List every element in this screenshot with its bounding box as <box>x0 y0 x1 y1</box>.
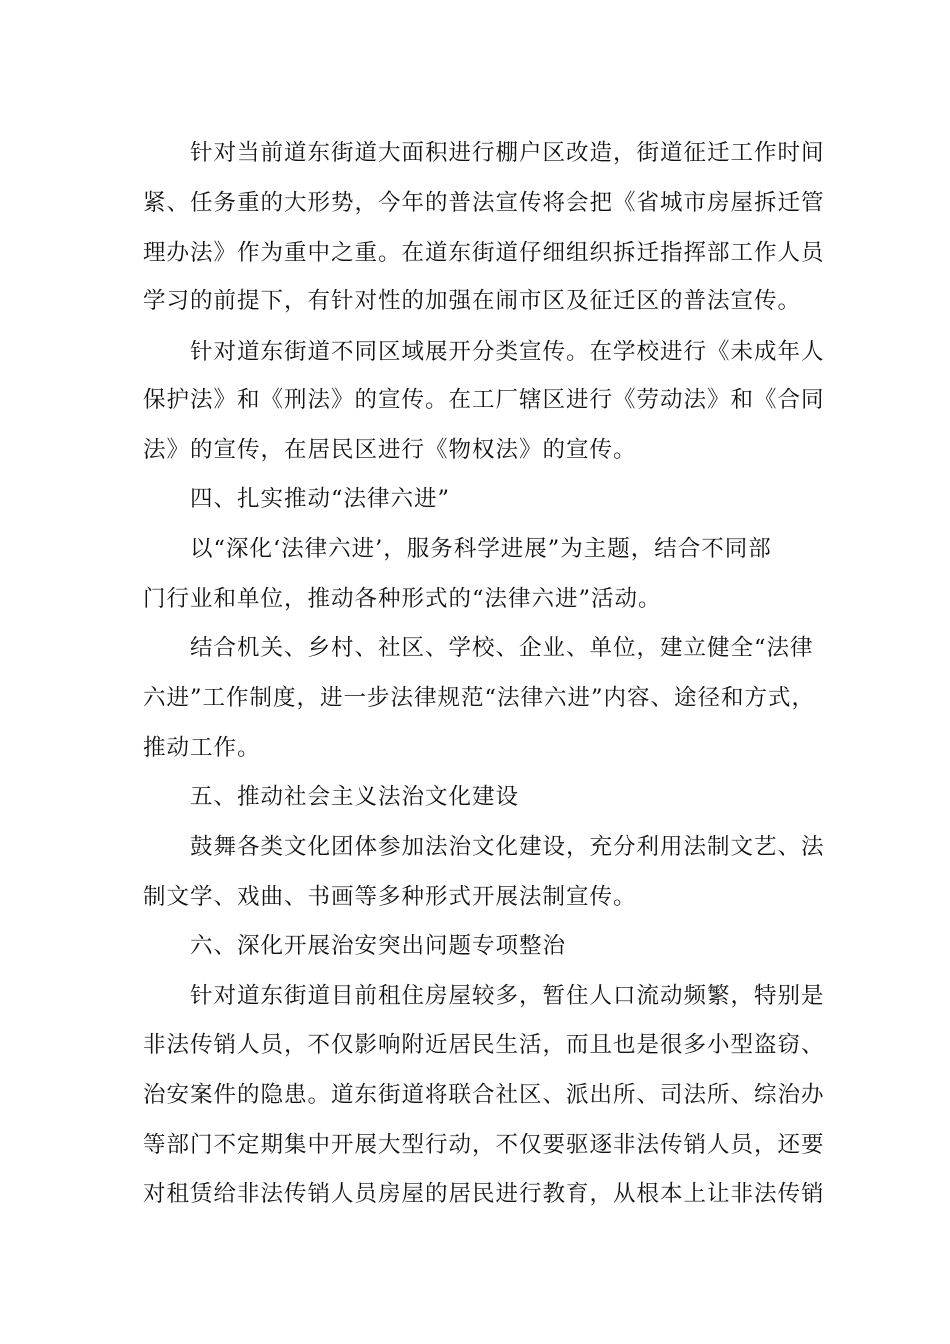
paragraph-line: 理办法》作为重中之重。在道东街道仔细组织拆迁指挥部工作人员 <box>143 240 825 266</box>
paragraph-line: 法》的宣传，在居民区进行《物权法》的宣传。 <box>143 437 637 463</box>
section-heading: 六、深化开展治安突出问题专项整治 <box>190 933 567 959</box>
paragraph-line: 针对道东街道目前租住房屋较多，暂住人口流动频繁，特别是 <box>190 983 825 1009</box>
paragraph-line: 对租赁给非法传销人员房屋的居民进行教育，从根本上让非法传销 <box>143 1181 825 1207</box>
section-heading: 五、推动社会主义法治文化建设 <box>190 784 520 810</box>
paragraph-line: 六进”工作制度，进一步法律规范“法律六进”内容、途径和方式， <box>143 685 816 711</box>
paragraph-line: 结合机关、乡村、社区、学校、企业、单位，建立健全“法律 <box>190 635 814 661</box>
paragraph-line: 推动工作。 <box>143 735 261 761</box>
paragraph-line: 紧、任务重的大形势，今年的普法宣传将会把《省城市房屋拆迁管 <box>143 190 825 216</box>
section-heading: 四、扎实推动“法律六进” <box>190 486 451 512</box>
paragraph-line: 门行业和单位，推动各种形式的“法律六进”活动。 <box>143 586 662 612</box>
paragraph-line: 以“深化‘法律六进’，服务科学进展”为主题，结合不同部 <box>190 536 772 562</box>
paragraph-line: 治安案件的隐患。道东街道将联合社区、派出所、司法所、综治办 <box>143 1082 825 1108</box>
paragraph-line: 针对道东街道不同区域展开分类宣传。在学校进行《未成年人 <box>190 339 825 365</box>
paragraph-line: 针对当前道东街道大面积进行棚户区改造，街道征迁工作时间 <box>190 140 825 166</box>
paragraph-line: 制文学、戏曲、书画等多种形式开展法制宣传。 <box>143 884 637 910</box>
paragraph-line: 学习的前提下，有针对性的加强在闹市区及征迁区的普法宣传。 <box>143 288 802 314</box>
paragraph-line: 鼓舞各类文化团体参加法治文化建设，充分利用法制文艺、法 <box>190 834 825 860</box>
paragraph-line: 保护法》和《刑法》的宣传。在工厂辖区进行《劳动法》和《合同 <box>143 387 825 413</box>
paragraph-line: 非法传销人员，不仅影响附近居民生活，而且也是很多小型盗窃、 <box>143 1032 825 1058</box>
paragraph-line: 等部门不定期集中开展大型行动，不仅要驱逐非法传销人员，还要 <box>143 1132 825 1158</box>
